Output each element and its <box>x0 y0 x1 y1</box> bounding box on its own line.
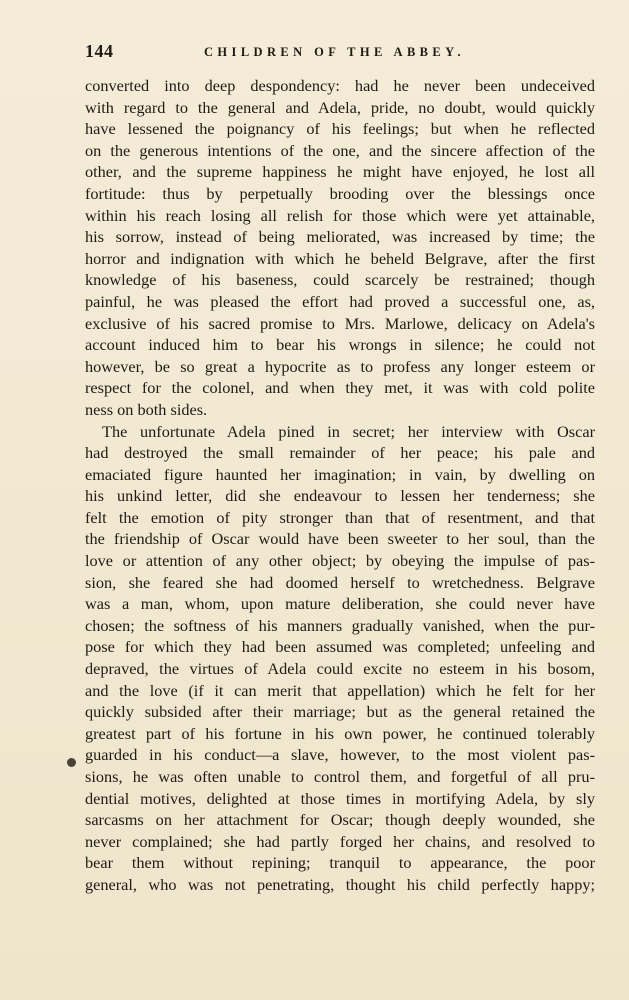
running-title: CHILDREN OF THE ABBEY. <box>204 45 465 59</box>
text-line: bear them without repining; tranquil to appearance, the poor <box>85 853 595 873</box>
text-line: within his reach losing all relish for those which were yet attainable, <box>85 205 595 225</box>
text-line: horror and indignation with which he beheld Belgrave, after the first <box>85 248 595 268</box>
paragraph <box>85 75 595 421</box>
text-line: quickly subsided after their marriage; but as the general retained the <box>85 702 595 722</box>
text-line: emaciated figure haunted her imagination; in vain, by dwelling on <box>85 464 595 484</box>
text-line: however, be so great a hypocrite as to profess any longer esteem or <box>85 356 595 376</box>
text-line: on the generous intentions of the one, and the sincere affection of the <box>85 140 595 160</box>
text-line: dential motives, delighted at those times in mortifying Adela, by sly <box>85 788 595 808</box>
page-header <box>85 41 595 65</box>
text-line: pose for which they had been assumed was completed; unfeeling and <box>85 637 595 657</box>
text-line: never complained; she had partly forged her chains, and resolved to <box>85 831 595 851</box>
text-line: guarded in his conduct—a slave, however, to the most violent pas- <box>85 745 595 765</box>
text-line: fortitude: thus by perpetually brooding over the blessings once <box>85 183 595 203</box>
text-line: other, and the supreme happiness he might have enjoyed, he lost all <box>85 162 595 182</box>
body-text <box>85 75 595 896</box>
text-line: and the love (if it can merit that appellation) which he felt for her <box>85 680 595 700</box>
text-line: had destroyed the small remainder of her peace; his pale and <box>85 443 595 463</box>
text-line: depraved, the virtues of Adela could excite no esteem in his bosom, <box>85 659 595 679</box>
text-line: have lessened the poignancy of his feelings; but when he reflected <box>85 119 595 139</box>
text-line: was a man, whom, upon mature deliberation, she could never have <box>85 594 595 614</box>
text-line: chosen; the softness of his manners gradually vanished, when the pur- <box>85 615 595 635</box>
text-line: knowledge of his baseness, could scarcely be restrained; though <box>85 270 595 290</box>
text-line: The unfortunate Adela pined in secret; her interview with Oscar <box>102 421 595 441</box>
text-line: account induced him to bear his wrongs in silence; he could not <box>85 335 595 355</box>
text-line: greatest part of his fortune in his own power, he continued tolerably <box>85 723 595 743</box>
text-line: sions, he was often unable to control them, and forgetful of all pru- <box>85 767 595 786</box>
text-line: love or attention of any other object; by obeying the impulse of pas- <box>85 551 595 571</box>
text-line: respect for the colonel, and when they met, it was with cold polite <box>85 378 595 398</box>
text-line: painful, he was pleased the effort had proved a successful one, as, <box>85 291 595 311</box>
text-line: exclusive of his sacred promise to Mrs. Marlowe, delicacy on Adela's <box>85 313 595 333</box>
text-line: the friendship of Oscar would have been sweeter to her soul, than the <box>85 529 595 549</box>
paragraph <box>85 421 595 896</box>
text-line: his unkind letter, did she endeavour to lessen her tenderness; she <box>85 486 595 506</box>
ink-spot-mark <box>67 758 76 767</box>
text-line: general, who was not penetrating, thought his child perfectly happy; <box>85 874 595 894</box>
text-line: with regard to the general and Adela, pride, no doubt, would quickly <box>85 97 595 117</box>
text-line: converted into deep despondency: had he never been undeceived <box>85 76 595 95</box>
text-line: sion, she feared she had doomed herself to wretchedness. Belgrave <box>85 572 595 592</box>
text-line: his sorrow, instead of being meliorated, was increased by time; the <box>85 227 595 247</box>
text-line: sarcasms on her attachment for Oscar; though deeply wounded, she <box>85 810 595 830</box>
page-number: 144 <box>85 41 114 61</box>
text-line: felt the emotion of pity stronger than that of resentment, and that <box>85 507 595 527</box>
text-line: ness on both sides. <box>85 399 208 419</box>
